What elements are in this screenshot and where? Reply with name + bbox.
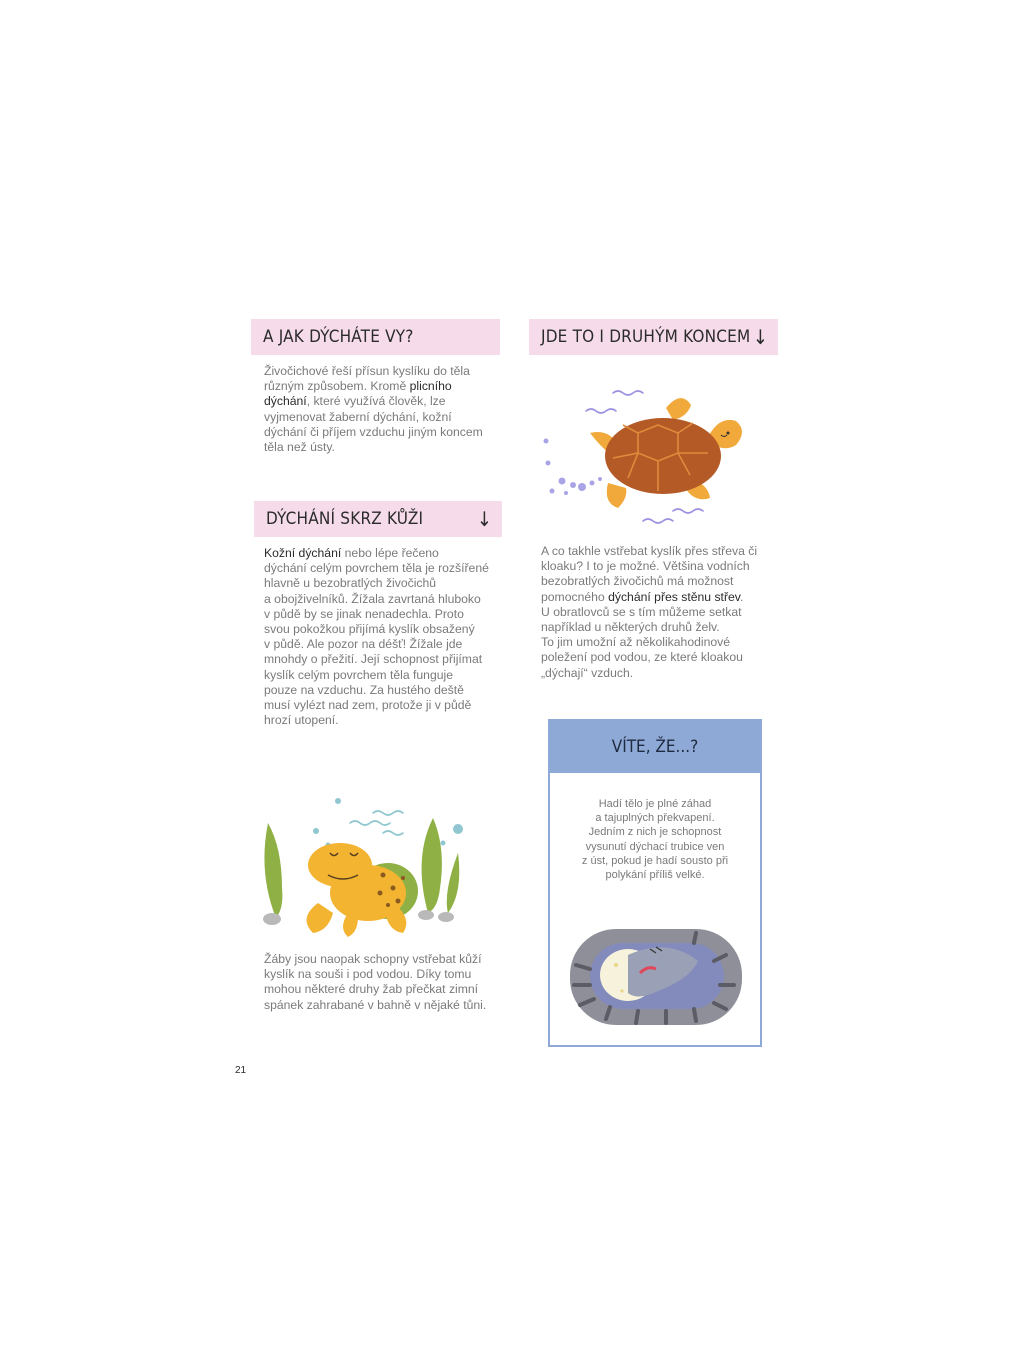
did-you-know-box (548, 719, 762, 1047)
text-line: Jedním z nich je schopnost (588, 826, 722, 839)
text-line: dýchání celým povrchem těla je rozšířené (264, 561, 489, 576)
section-header-other-end (529, 319, 778, 355)
arrow-down-icon: ↓ (752, 325, 768, 349)
section-text-breathing (264, 364, 483, 455)
section-text-other-end (541, 544, 757, 681)
text-line: Hadí tělo je plné záhad (598, 798, 712, 810)
arrow-down-icon: ↓ (476, 507, 492, 531)
text-line: hrozí utopení. (264, 713, 339, 728)
did-you-know-text (550, 797, 760, 882)
text-line: v půdě by se jinak nenadechla. Proto (264, 606, 464, 621)
text-line: mnohdy o přežití. Její schopnost přijímat (264, 652, 483, 667)
text-line: Žáby jsou naopak schopny vstřebat kůží (264, 952, 482, 966)
bold-term: dýchání přes stěnu střev (608, 589, 740, 604)
text-line: kyslík celým povrchem těla funguje (264, 667, 453, 682)
text-line: dýchání, které využívá člověk, lze (264, 394, 446, 409)
text-line: musí vylézt nad zem, protože ji v půdě (264, 698, 472, 713)
text-line: a tajuplných překvapení. (595, 812, 715, 825)
page-number: 21 (235, 1065, 247, 1076)
bold-term: Kožní dýchání (264, 546, 342, 560)
text-line: kloaku? I to je možné. Většina vodních (541, 559, 750, 574)
text-line: „dýchají“ vzduch. (541, 665, 634, 680)
section-header-breathing (251, 319, 500, 355)
text-line: mohou některé druhy žab přečkat zimní (264, 982, 479, 997)
text-line: svou pokožkou přijímá kyslík obsažený (264, 622, 475, 637)
text-line: polykání příliš velké. (605, 869, 705, 882)
section-text-skin-breathing (264, 546, 489, 728)
text-line: To jim umožní až několikahodinové (541, 635, 731, 650)
turtle-illustration (538, 383, 758, 533)
text-line: U obratlovců se s tím můžeme setkat (541, 604, 742, 619)
text-line: a obojživelníků. Žížala zavrtaná hluboko (264, 591, 481, 606)
section-title: JDE TO I DRUHÝM KONCEM (541, 327, 751, 347)
section-title: DÝCHÁNÍ SKRZ KŮŽI (266, 509, 424, 529)
text-line: kyslík na souši i pod vodou. Díky tomu (264, 967, 472, 982)
text-line: A co takhle vstřebat kyslík přes střeva či (541, 544, 758, 558)
text-line: poležení pod vodou, ze které kloakou (541, 650, 743, 665)
text-line: z úst, pokud je hadí sousto při (581, 854, 729, 867)
text-line: hlavně u bezobratlých živočichů (264, 576, 437, 591)
did-you-know-title: VÍTE, ŽE...? (550, 721, 760, 773)
frog-illustration (258, 793, 480, 943)
text-line: pomocného dýchání přes stěnu střev. (541, 589, 744, 604)
text-line: bezobratlých živočichů má možnost (541, 574, 734, 589)
text-line: pouze na vzduchu. Za hustého deště (264, 682, 464, 697)
bold-term: plicního (409, 379, 452, 394)
text-line: v půdě. Ale pozor na déšť! Žížale jde (264, 637, 463, 652)
text-line: například u některých druhů želv. (541, 620, 720, 635)
text-line: Živočichové řeší přísun kyslíku do těla (264, 364, 470, 378)
text-line: vyjmenovat žaberní dýchání, kožní (264, 409, 452, 424)
snake-illustration (566, 925, 746, 1031)
text-line: různým způsobem. Kromě plicního (264, 379, 452, 394)
text-line: těla než ústy. (264, 440, 335, 455)
bold-term: dýchání (264, 394, 307, 409)
section-title: A JAK DÝCHÁTE VY? (263, 327, 414, 347)
section-header-skin-breathing (254, 501, 502, 537)
text-line: vysunutí dýchací trubice ven (585, 840, 725, 853)
text-line: dýchání či příjem vzduchu jiným koncem (264, 424, 483, 439)
text-line: spánek zahrabané v bahně v nějaké tůni. (264, 997, 487, 1012)
text-line: Kožní dýchání nebo lépe řečeno (264, 546, 439, 560)
frog-caption (264, 952, 486, 1013)
